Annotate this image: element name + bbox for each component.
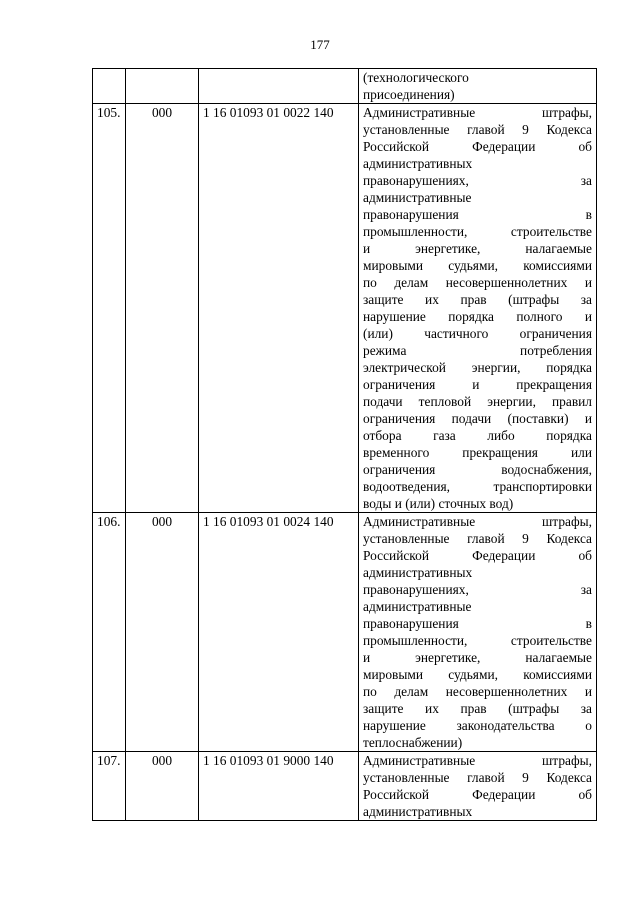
kbk-code-cell: 1 16 01093 01 9000 140 [199,752,359,821]
table-row [93,513,597,752]
income-name-line: правонарушениях, за [363,582,592,597]
income-name-line: Административные штрафы, [363,514,592,529]
row-number-cell: 107. [93,752,126,821]
income-name-line: нарушение законодательства о [363,718,592,733]
income-name-line: по делам несовершеннолетних и [363,684,592,699]
income-name-line: мировыми судьями, комиссиями [363,258,592,273]
income-name-cell [359,513,597,752]
income-name-line: по делам несовершеннолетних и [363,275,592,290]
admin-code-cell: 000 [126,104,199,513]
income-name-line: Российской Федерации об [363,548,592,563]
income-name-line: (технологического [363,70,469,85]
income-name-line: мировыми судьями, комиссиями [363,667,592,682]
income-name-line: установленные главой 9 Кодекса [363,770,592,785]
income-name-line: Административные штрафы, [363,753,592,768]
income-name-line: и энергетике, налагаемые [363,650,592,665]
income-name-cell [359,752,597,821]
income-name-line: административные [363,599,472,614]
income-name-line: административных [363,156,473,171]
income-name-line: воды и (или) сточных вод) [363,496,514,511]
income-name-line: ограничения подачи (поставки) и [363,411,592,426]
income-name-line: ограничения и прекращения [363,377,592,392]
kbk-code-cell [199,69,359,104]
row-number-cell: 105. [93,104,126,513]
kbk-code-cell: 1 16 01093 01 0022 140 [199,104,359,513]
income-name-line: подачи тепловой энергии, правил [363,394,592,409]
income-name-line: административных [363,804,473,819]
page-number: 177 [310,37,330,52]
income-name-line: установленные главой 9 Кодекса [363,122,592,137]
income-name-line: присоединения) [363,87,455,102]
income-name-line: режима потребления [363,343,592,358]
row-number-cell [93,69,126,104]
income-name-line: временного прекращения или [363,445,592,460]
income-name-line: Российской Федерации об [363,787,592,802]
income-name-line: ограничения водоснабжения, [363,462,592,477]
row-number-cell: 106. [93,513,126,752]
admin-code-cell [126,69,199,104]
income-name-line: Административные штрафы, [363,105,592,120]
budget-classification-table [92,68,597,821]
income-name-line: защите их прав (штрафы за [363,701,592,716]
income-name-line: (или) частичного ограничения [363,326,592,341]
income-name-line: электрической энергии, порядка [363,360,592,375]
income-name-line: отбора газа либо порядка [363,428,592,443]
table-row [93,104,597,513]
income-name-line: правонарушения в [363,207,592,222]
kbk-code-cell: 1 16 01093 01 0024 140 [199,513,359,752]
income-name-line: и энергетике, налагаемые [363,241,592,256]
table-row [93,752,597,821]
income-name-line: теплоснабжении) [363,735,463,750]
income-name-line: административные [363,190,472,205]
table-body [93,69,597,821]
income-name-cell [359,104,597,513]
income-name-line: установленные главой 9 Кодекса [363,531,592,546]
table-row [93,69,597,104]
income-name-line: правонарушениях, за [363,173,592,188]
income-name-line: административных [363,565,473,580]
income-name-line: промышленности, строительстве [363,633,592,648]
admin-code-cell: 000 [126,513,199,752]
admin-code-cell: 000 [126,752,199,821]
income-name-line: промышленности, строительстве [363,224,592,239]
income-name-line: правонарушения в [363,616,592,631]
income-name-cell [359,69,597,104]
income-name-line: защите их прав (штрафы за [363,292,592,307]
income-name-line: нарушение порядка полного и [363,309,592,324]
income-name-line: Российской Федерации об [363,139,592,154]
income-name-line: водоотведения, транспортировки [363,479,592,494]
